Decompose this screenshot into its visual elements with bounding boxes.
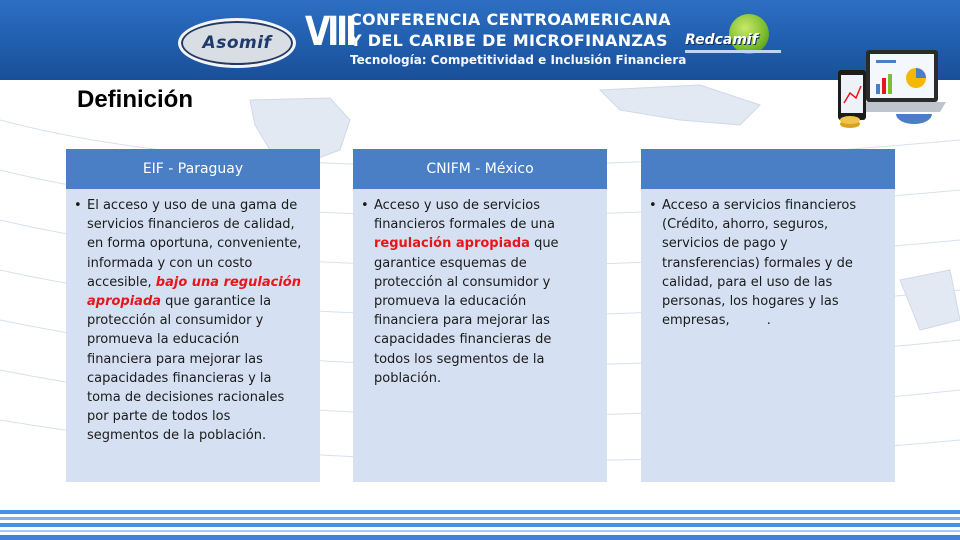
highlighted-phrase: regulación apropiada [374, 236, 530, 252]
footer-stripe [0, 517, 960, 520]
definition-text-part-a: El acceso y uso de una gama de servicios financieros de calidad, en forma oportuna, conveniente, informada y con un costo accesible, [87, 198, 302, 290]
asomif-logo-text: Asomif [202, 33, 272, 53]
footer-stripe [0, 530, 960, 532]
definition-text [374, 196, 589, 388]
footer-stripe [0, 510, 960, 514]
conference-subtitle: Tecnología: Competitividad e Inclusión Financiera [350, 53, 687, 67]
definition-text: Acceso a servicios financieros (Crédito, ahorro, seguros, servicios de pago y transferencias) formales y de calidad, para el uso de las personas, los hogares y las empresas, . [662, 198, 861, 329]
definition-text-part-a: Acceso y uso de servicios financieros formales de una [374, 198, 555, 233]
conference-title-line1: CONFERENCIA CENTROAMERICANA [350, 10, 671, 29]
definition-text [87, 196, 302, 446]
bullet-marker: • [361, 198, 369, 213]
definition-text-part-b: que garantice esquemas de protección al consumidor y promueva la educación financiera para mejorar las capacidades financieras de todos los segmentos de la población. [374, 236, 559, 386]
conference-edition-numeral: VIII [305, 9, 354, 55]
redcamif-logo-text: Redcamif [685, 32, 758, 48]
bullet-item [74, 196, 302, 446]
card-header-mexico: CNIFM - México [353, 149, 607, 189]
asomif-logo [178, 18, 296, 68]
redcamif-logo-underline [685, 50, 781, 53]
definition-card-mexico [353, 149, 607, 482]
definition-card-third [641, 149, 895, 482]
card-header-third [641, 149, 895, 189]
bullet-marker: • [74, 198, 82, 213]
footer-stripe [0, 535, 960, 540]
card-body-third [641, 189, 895, 330]
conference-title-line2: Y DEL CARIBE DE MICROFINANZAS [350, 31, 668, 50]
footer-stripe [0, 523, 960, 527]
devices-illustration-icon [836, 48, 946, 130]
bullet-item [361, 196, 589, 388]
slide-title: Definición [77, 86, 194, 113]
bullet-marker: • [649, 198, 657, 213]
footer-stripes [0, 508, 960, 540]
definition-card-paraguay [66, 149, 320, 482]
card-header-paraguay: EIF - Paraguay [66, 149, 320, 189]
redcamif-logo [685, 14, 785, 66]
card-body-paraguay [66, 189, 320, 446]
definition-text-part-b: que garantice la protección al consumidor y promueva la educación financiera para mejorar las capacidades financieras y la toma de decisiones racionales por parte de todos los segmentos de la población. [87, 294, 285, 444]
highlighted-phrase: bajo una regulación apropiada [87, 274, 301, 310]
header-banner [0, 0, 960, 80]
bullet-item [649, 196, 877, 330]
card-body-mexico [353, 189, 607, 388]
